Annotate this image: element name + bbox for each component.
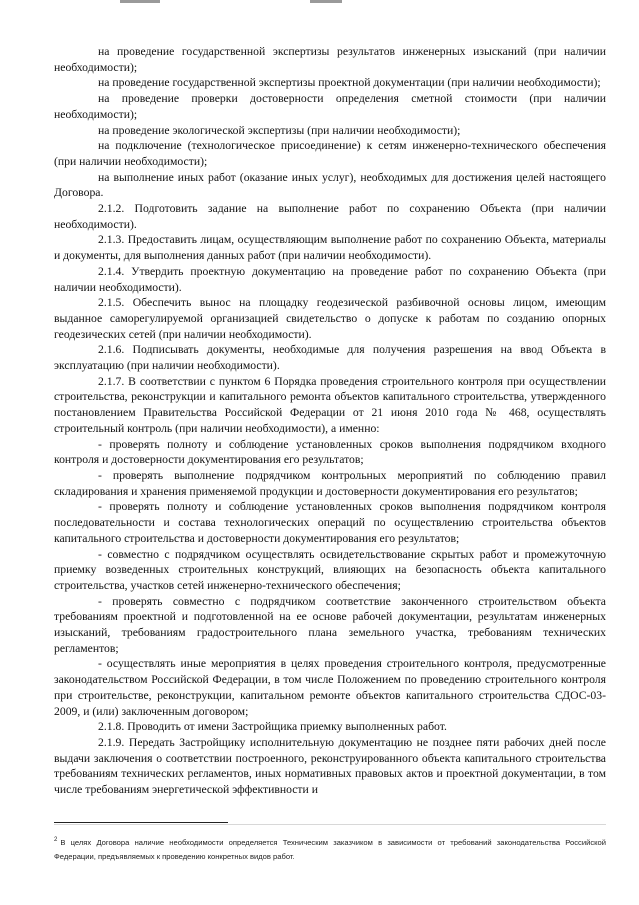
paragraph: на выполнение иных работ (оказание иных услуг), необходимых для достижения целей настоящего Договора. (54, 170, 606, 200)
clause-2-1-9: 2.1.9. Передать Застройщику исполнительную документацию не позднее пяти рабочих дней после выдачи заключения о соответствии построенного, реконструированного объекта капитального строительства требованиям технических регламентов, иных нормативных правовых актов и проектной документации, в том числе требованиям энергетической эффективности и (54, 735, 606, 797)
footnote-marker: 2 (54, 837, 58, 844)
clause-2-1-8: 2.1.8. Проводить от имени Застройщика приемку выполненных работ. (98, 720, 447, 734)
clause-2-1-3: 2.1.3. Предоставить лицам, осуществляющим выполнение работ по сохранению Объекта, материалы и документы, для выполнения данных работ (при наличии необходимости). (54, 233, 606, 263)
list-item: - проверять выполнение подрядчиком контрольных мероприятий по соблюдению правил складирования и хранения применяемой продукции и достоверности документирования его результатов; (54, 468, 606, 498)
paragraph: на подключение (технологическое присоединение) к сетям инженерно-технического обеспечения (при наличии необходимости); (54, 139, 606, 168)
footnote-divider-faint (54, 824, 606, 825)
paragraph: на проведение государственной экспертизы результатов инженерных изысканий (при наличии необходимости); (54, 45, 606, 74)
clause-2-1-4: 2.1.4. Утвердить проектную документацию на проведение работ по сохранению Объекта (при наличии необходимости). (54, 264, 606, 294)
footnote-text: В целях Договора наличие необходимости определяется Техническим заказчиком в зависимости от требований законодательства Российской Федерации, предъявляемых к проведению конкретных видов работ. (54, 838, 606, 861)
document-body (54, 44, 606, 798)
list-item: - проверять совместно с подрядчиком соответствие законченного строительством объекта требованиям проектной и подготовленной на ее основе рабочей документации, результатам инженерных изысканий, требованиям градостроительного плана земельного участка, требованиям технических регламентов; (54, 594, 606, 655)
paragraph: на проведение государственной экспертизы проектной документации (при наличии необходимости); (98, 76, 601, 90)
list-item: - проверять полноту и соблюдение установленных сроков выполнения подрядчиком контроля последовательности и состава технологических операций по осуществлению строительства объектов капитального строительства и достоверности документирования его результатов; (54, 500, 606, 545)
clause-2-1-5: 2.1.5. Обеспечить вынос на площадку геодезической разбивочной основы лицом, имеющим выданное саморегулируемой организацией свидетельство о допуске к работам по созданию опорных геодезических сетей (при наличии необходимости). (54, 296, 606, 341)
paragraph: на проведение экологической экспертизы (при наличии необходимости); (98, 123, 461, 137)
scan-mark (310, 0, 342, 3)
scan-mark (120, 0, 160, 3)
clause-2-1-7: 2.1.7. В соответствии с пунктом 6 Порядка проведения строительного контроля при осуществлении строительства, реконструкции и капитального ремонта объектов капитального строительства, утвержденного постановлением Правительства Российской Федерации от 21 июня 2010 года № 468, осуществлять строительный контроль (при наличии необходимости), а именно: (54, 374, 606, 435)
list-item: - осуществлять иные мероприятия в целях проведения строительного контроля, предусмотренные законодательством Российской Федерации, в том числе Положением по проведению строительного контроля при строительстве, реконструкции, капитальном ремонте объектов капитального строительства СДОС-03-2009, и (или) заключенным договором; (54, 657, 606, 718)
list-item: - совместно с подрядчиком осуществлять освидетельствование скрытых работ и промежуточную приемку возведенных строительных конструкций, влияющих на безопасность объекта капитального строительства, участков сетей инженерно-технического обеспечения; (54, 547, 606, 592)
clause-2-1-6: 2.1.6. Подписывать документы, необходимые для получения разрешения на ввод Объекта в эксплуатацию (при наличии необходимости). (54, 343, 606, 373)
footnote (54, 836, 606, 863)
footnote-divider (54, 822, 228, 823)
paragraph: на проведение проверки достоверности определения сметной стоимости (при наличии необходимости); (54, 92, 606, 121)
clause-2-1-2: 2.1.2. Подготовить задание на выполнение работ по сохранению Объекта (при наличии необходимости). (54, 202, 606, 231)
list-item: - проверять полноту и соблюдение установленных сроков выполнения подрядчиком входного контроля и достоверности документирования его результатов; (54, 437, 606, 467)
